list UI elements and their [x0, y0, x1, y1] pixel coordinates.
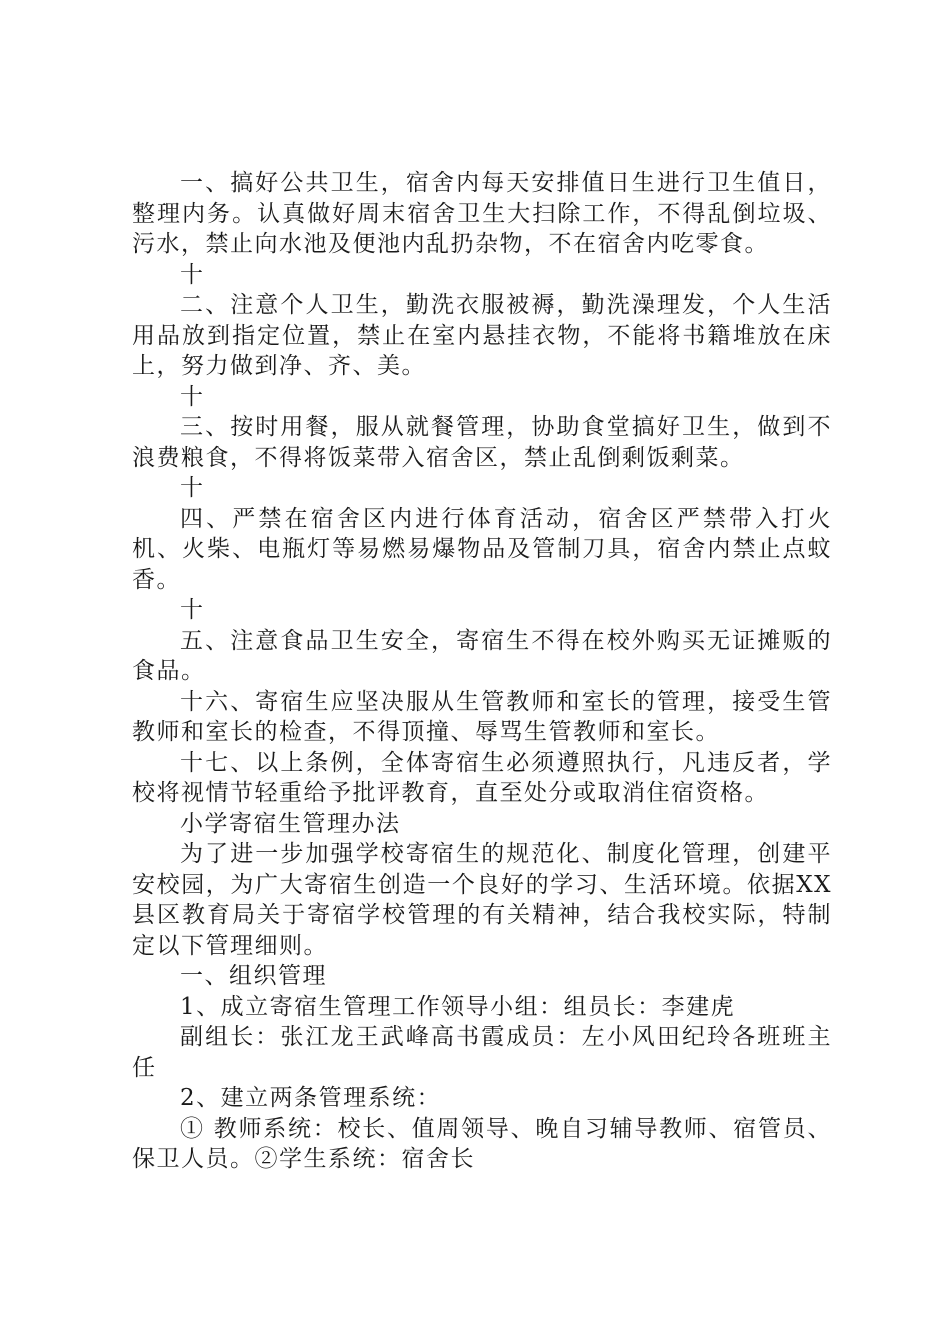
paragraph-rule-5: 五、注意食品卫生安全，寄宿生不得在校外购买无证摊贩的食品。	[132, 627, 832, 684]
paragraph-rule-2: 二、注意个人卫生，勤洗衣服被褥，勤洗澡理发，个人生活用品放到指定位置，禁止在室内悬挂衣物，不能将书籍堆放在床上，努力做到净、齐、美。	[132, 292, 832, 379]
document-body	[132, 168, 832, 1175]
paragraph-numeral-ten: 十	[180, 261, 205, 288]
paragraph-leadership-group: 1、成立寄宿生管理工作领导小组：组员长：李建虎	[180, 993, 736, 1020]
paragraph-intro: 为了进一步加强学校寄宿生的规范化、制度化管理，创建平安校园，为广大寄宿生创造一个良好的学习、生活环境。依据XX县区教育局关于寄宿学校管理的有关精神，结合我校实际，特制定以下管理细则。	[132, 841, 832, 959]
paragraph-system-details: ① 教师系统：校长、值周领导、晚自习辅导教师、宿管员、保卫人员。②学生系统：宿舍长	[132, 1115, 832, 1172]
paragraph-rule-1: 一、搞好公共卫生，宿舍内每天安排值日生进行卫生值日，整理内务。认真做好周末宿舍卫生大扫除工作，不得乱倒垃圾、污水，禁止向水池及便池内乱扔杂物，不在宿舍内吃零食。	[132, 170, 832, 257]
paragraph-rule-17: 十七、以上条例，全体寄宿生必须遵照执行，凡违反者，学校将视情节轻重给予批评教育，直至处分或取消住宿资格。	[132, 749, 832, 806]
heading-organization: 一、组织管理	[180, 963, 327, 989]
paragraph-numeral-ten: 十	[180, 383, 205, 410]
paragraph-deputy-leaders: 副组长：张江龙王武峰高书霞成员：左小风田纪玲各班班主任	[132, 1024, 832, 1081]
paragraph-numeral-ten: 十	[180, 597, 205, 623]
paragraph-numeral-ten: 十	[180, 475, 205, 501]
section-title: 小学寄宿生管理办法	[180, 810, 401, 837]
paragraph-rule-16: 十六、寄宿生应坚决服从生管教师和室长的管理，接受生管教师和室长的检查，不得顶撞、辱骂生管教师和室长。	[132, 688, 832, 745]
paragraph-rule-3: 三、按时用餐，服从就餐管理，协助食堂搞好卫生，做到不浪费粮食，不得将饭菜带入宿舍区，禁止乱倒剩饭剩菜。	[132, 414, 832, 471]
paragraph-rule-4: 四、严禁在宿舍区内进行体育活动，宿舍区严禁带入打火机、火柴、电瓶灯等易燃易爆物品及管制刀具，宿舍内禁止点蚊香。	[132, 505, 832, 593]
paragraph-management-systems: 2、建立两条管理系统：	[180, 1085, 442, 1111]
